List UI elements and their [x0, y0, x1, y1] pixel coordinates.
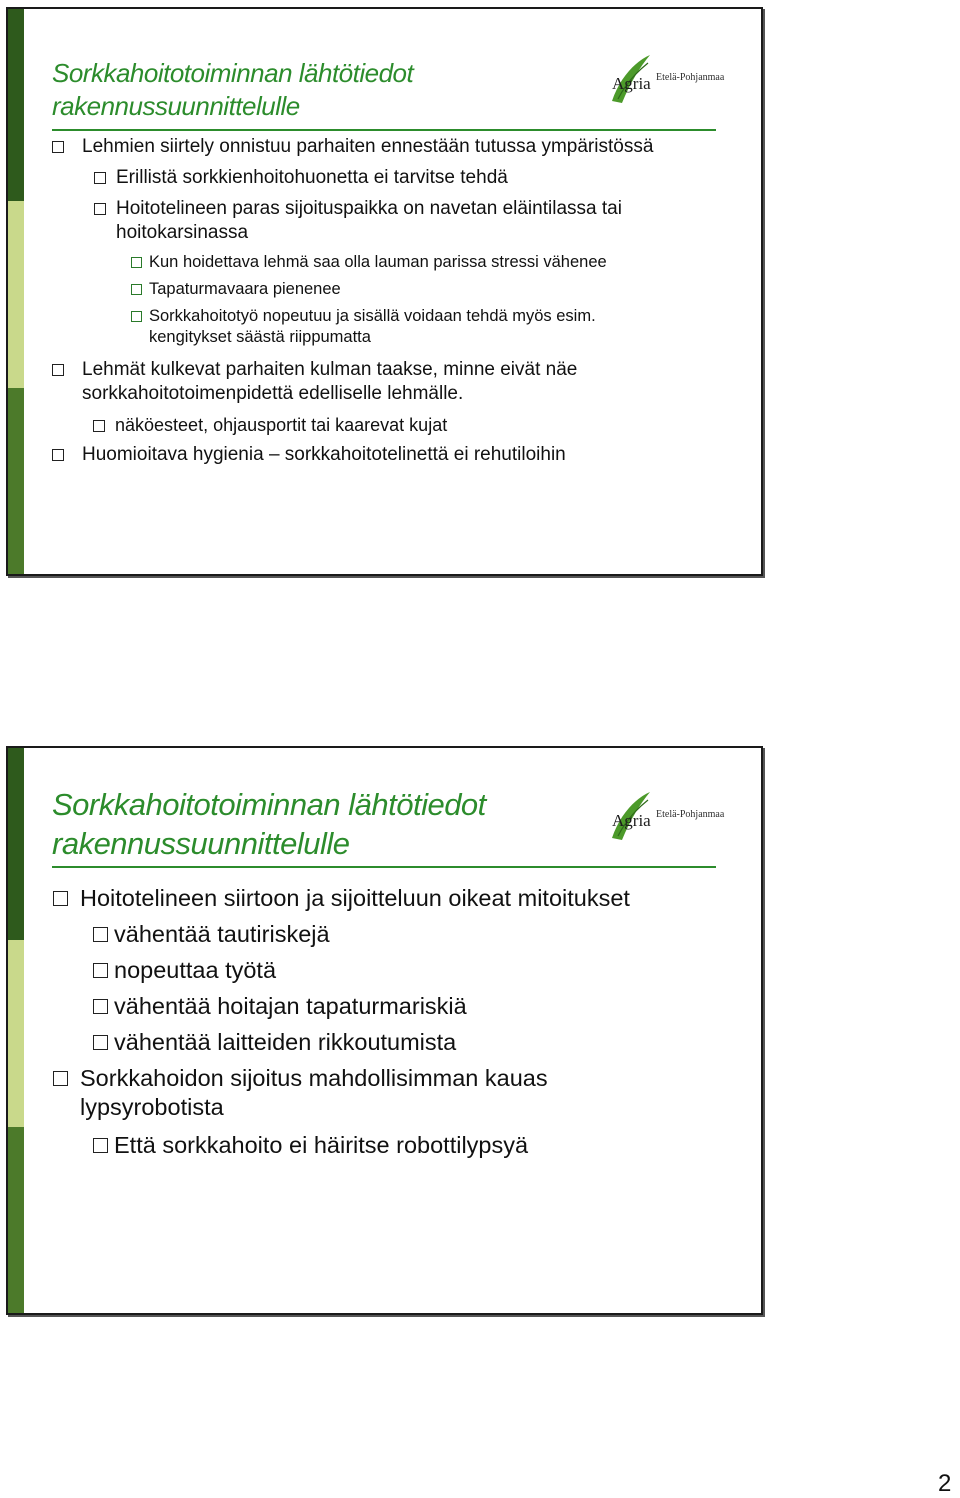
checkbox-bullet-icon — [131, 284, 142, 295]
svg-text:Agria: Agria — [612, 811, 651, 830]
checkbox-bullet-icon — [93, 1035, 108, 1050]
agria-logo — [606, 49, 725, 111]
checkbox-bullet-icon — [93, 927, 108, 942]
checkbox-bullet-icon — [93, 1138, 108, 1153]
title-divider — [52, 866, 716, 868]
slide-title-line-2: rakennussuunnittelulle — [52, 825, 350, 861]
checkbox-bullet-icon — [53, 1071, 68, 1086]
checkbox-bullet-icon — [94, 172, 106, 184]
slide-2 — [6, 746, 763, 1315]
bullet-item: vähentää hoitajan tapaturmariskiä — [114, 992, 467, 1021]
svg-text:Agria: Agria — [612, 74, 651, 93]
bullet-item: Hoitotelineen siirtoon ja sijoitteluun oikeat mitoitukset — [80, 884, 630, 913]
slide-sidebar-bar — [8, 748, 24, 1313]
slide-title — [52, 57, 413, 122]
checkbox-bullet-icon — [52, 364, 64, 376]
checkbox-bullet-icon — [52, 449, 64, 461]
bullet-item: vähentää laitteiden rikkoutumista — [114, 1028, 456, 1057]
slide-title — [52, 786, 486, 864]
slide-title-line-1: Sorkkahoitotoiminnan lähtötiedot — [52, 787, 486, 822]
bullet-item: Että sorkkahoito ei häiritse robottilypsyä — [114, 1131, 528, 1160]
checkbox-bullet-icon — [93, 999, 108, 1014]
bullet-item: Sorkkahoitotyö nopeutuu ja sisällä voidaan tehdä myös esim. kengitykset säästä riippumatta — [149, 306, 596, 347]
page-number: 2 — [938, 1470, 952, 1497]
agria-logo — [606, 786, 725, 848]
checkbox-bullet-icon — [131, 257, 142, 268]
checkbox-bullet-icon — [94, 203, 106, 215]
title-divider — [52, 129, 716, 131]
slide-sidebar-bar — [8, 9, 24, 574]
checkbox-bullet-icon — [131, 311, 142, 322]
checkbox-bullet-icon — [93, 963, 108, 978]
bullet-item: Tapaturmavaara pienenee — [149, 279, 341, 300]
bullet-item: vähentää tautiriskejä — [114, 920, 330, 949]
bullet-item: Hoitotelineen paras sijoituspaikka on navetan eläintilassa tai hoitokarsinassa — [116, 197, 622, 245]
checkbox-bullet-icon — [93, 420, 105, 432]
bullet-item: Kun hoidettava lehmä saa olla lauman parissa stressi vähenee — [149, 252, 607, 273]
bullet-item: Lehmien siirtely onnistuu parhaiten ennestään tutussa ympäristössä — [82, 135, 653, 159]
bullet-item: Erillistä sorkkienhoitohuonetta ei tarvitse tehdä — [116, 166, 508, 190]
logo-region-text: Etelä-Pohjanmaa — [656, 809, 725, 820]
slide-title-line-1: Sorkkahoitotoiminnan lähtötiedot — [52, 58, 414, 88]
bullet-item: Sorkkahoidon sijoitus mahdollisimman kauas lypsyrobotista — [80, 1064, 548, 1123]
checkbox-bullet-icon — [53, 891, 68, 906]
slide-1 — [6, 7, 763, 576]
slide-title-line-2: rakennussuunnittelulle — [52, 90, 300, 121]
bullet-item: nopeuttaa työtä — [114, 956, 276, 985]
bullet-item: Huomioitava hygienia – sorkkahoitotelinettä ei rehutiloihin — [82, 443, 566, 467]
bullet-item: näköesteet, ohjausportit tai kaarevat kujat — [115, 414, 447, 437]
checkbox-bullet-icon — [52, 141, 64, 153]
bullet-item: Lehmät kulkevat parhaiten kulman taakse, minne eivät näe sorkkahoitotoimenpidettä edelliselle lehmälle. — [82, 358, 577, 406]
logo-region-text: Etelä-Pohjanmaa — [656, 72, 725, 83]
